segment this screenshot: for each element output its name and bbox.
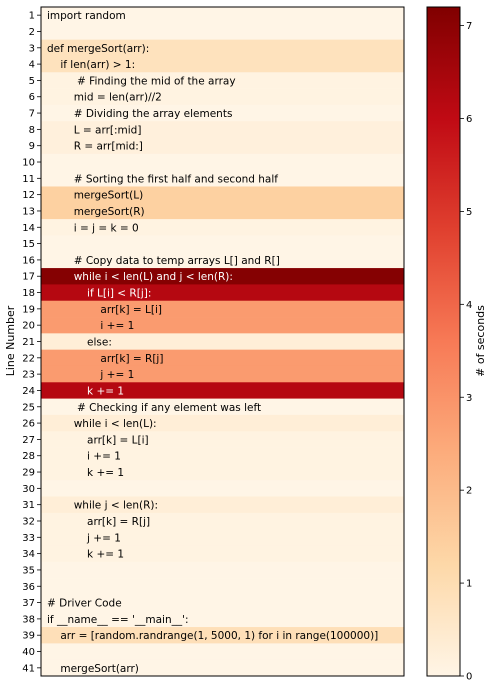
y-tick-label: 39 bbox=[22, 630, 35, 642]
heatmap-row bbox=[41, 235, 404, 252]
y-tick-label: 36 bbox=[22, 581, 35, 593]
y-tick-label: 20 bbox=[22, 320, 35, 332]
y-tick-label: 19 bbox=[22, 304, 35, 316]
y-tick-label: 21 bbox=[22, 337, 35, 348]
colorbar-tick-label: 6 bbox=[466, 114, 473, 125]
y-tick-label: 1 bbox=[28, 10, 35, 22]
code-line-text: mergeSort(arr) bbox=[47, 662, 139, 675]
y-tick-label: 35 bbox=[22, 565, 35, 577]
code-line-text: if len(arr) > 1: bbox=[47, 59, 136, 72]
colorbar-tick-label: 5 bbox=[466, 206, 473, 218]
code-line-text: else: bbox=[47, 336, 112, 349]
code-line-text: mergeSort(L) bbox=[47, 189, 144, 202]
heatmap-row bbox=[41, 23, 404, 40]
heatmap-row bbox=[41, 578, 404, 595]
code-line-text: import random bbox=[47, 10, 126, 23]
y-tick-label: 28 bbox=[22, 451, 35, 463]
y-tick-label: 10 bbox=[22, 157, 35, 169]
y-tick-label: 7 bbox=[28, 108, 35, 120]
y-tick-label: 38 bbox=[22, 614, 35, 626]
y-tick-label: 24 bbox=[22, 385, 35, 397]
code-line-text: mid = len(arr)//2 bbox=[47, 91, 162, 104]
code-line-text: arr[k] = L[i] bbox=[47, 303, 162, 316]
code-line-text: k += 1 bbox=[47, 467, 125, 480]
y-tick-label: 30 bbox=[22, 483, 35, 495]
y-tick-label: 22 bbox=[22, 353, 35, 365]
heatmap-rows bbox=[41, 7, 404, 676]
code-line-text: L = arr[:mid] bbox=[47, 124, 142, 137]
colorbar-tick-label: 1 bbox=[466, 578, 473, 590]
y-tick-label: 40 bbox=[22, 647, 35, 659]
colorbar-tick-label: 0 bbox=[466, 671, 473, 683]
code-line-text: i += 1 bbox=[47, 450, 121, 463]
code-line-text: arr = [random.randrange(1, 5000, 1) for i in range(100000)] bbox=[47, 630, 379, 643]
code-line-text: j += 1 bbox=[47, 532, 121, 545]
colorbar-ticks bbox=[460, 21, 472, 682]
y-tick-label: 5 bbox=[28, 75, 35, 87]
code-line-text: mergeSort(R) bbox=[47, 205, 145, 218]
code-line-text: # Sorting the first half and second half bbox=[47, 173, 278, 186]
code-line-text: if L[i] < R[j]: bbox=[47, 287, 152, 300]
code-line-text: # Dividing the array elements bbox=[47, 108, 233, 121]
y-tick-label: 17 bbox=[22, 271, 35, 283]
colorbar-tick-label: 3 bbox=[466, 392, 473, 404]
y-tick-label: 26 bbox=[22, 418, 35, 430]
code-line-text: R = arr[mid:] bbox=[47, 140, 143, 153]
y-tick-label: 29 bbox=[22, 467, 35, 479]
y-tick-label: 18 bbox=[22, 288, 35, 300]
code-line-text: # Checking if any element was left bbox=[47, 401, 262, 414]
y-tick-label: 13 bbox=[22, 206, 35, 218]
code-line-text: j += 1 bbox=[47, 369, 135, 382]
code-line-text: # Finding the mid of the array bbox=[47, 75, 236, 88]
code-line-text: i += 1 bbox=[47, 320, 135, 333]
y-tick-label: 16 bbox=[22, 255, 35, 267]
code-line-text: while i < len(L) and j < len(R): bbox=[47, 271, 233, 284]
y-tick-label: 23 bbox=[22, 369, 35, 381]
y-tick-label: 8 bbox=[28, 124, 35, 136]
y-tick-label: 34 bbox=[22, 549, 35, 561]
code-line-text: # Copy data to temp arrays L[] and R[] bbox=[47, 254, 280, 267]
code-line-text: k += 1 bbox=[47, 385, 125, 398]
heatmap-row bbox=[41, 643, 404, 660]
heatmap-row bbox=[41, 562, 404, 579]
heatmap-row bbox=[41, 154, 404, 171]
y-tick-label: 33 bbox=[22, 532, 35, 544]
y-tick-label: 14 bbox=[22, 222, 35, 234]
code-line-text: def mergeSort(arr): bbox=[47, 42, 150, 55]
y-tick-label: 31 bbox=[22, 500, 35, 512]
code-line-text: k += 1 bbox=[47, 548, 125, 561]
y-tick-label: 15 bbox=[22, 239, 35, 251]
code-line-text: if __name__ == '__main__': bbox=[47, 613, 189, 626]
code-line-text: arr[k] = R[j] bbox=[47, 515, 151, 528]
heatmap-row bbox=[41, 480, 404, 497]
colorbar-label: # of seconds bbox=[474, 305, 487, 377]
y-tick-label: 27 bbox=[22, 434, 35, 446]
colorbar-tick-label: 2 bbox=[466, 485, 473, 497]
code-line-text: arr[k] = L[i] bbox=[47, 434, 149, 447]
code-line-text: while j < len(R): bbox=[47, 499, 159, 512]
code-line-text: i = j = k = 0 bbox=[47, 222, 139, 235]
y-tick-label: 32 bbox=[22, 516, 35, 528]
colorbar bbox=[427, 7, 460, 676]
code-line-text: while i < len(L): bbox=[47, 418, 157, 431]
y-tick-label: 9 bbox=[28, 141, 35, 153]
colorbar-tick-label: 7 bbox=[466, 21, 473, 33]
y-tick-label: 12 bbox=[22, 190, 35, 202]
y-tick-label: 4 bbox=[28, 59, 35, 71]
y-tick-label: 2 bbox=[28, 26, 35, 38]
y-tick-label: 41 bbox=[22, 663, 35, 675]
code-line-text: # Driver Code bbox=[47, 597, 122, 610]
colorbar-tick-label: 4 bbox=[466, 299, 473, 311]
y-tick-label: 37 bbox=[22, 598, 35, 610]
y-tick-label: 6 bbox=[28, 92, 35, 104]
line-number-ticks bbox=[22, 11, 41, 675]
y-tick-label: 3 bbox=[28, 43, 35, 55]
y-axis-label: Line Number bbox=[4, 305, 17, 377]
y-tick-label: 25 bbox=[22, 402, 35, 414]
y-tick-label: 11 bbox=[22, 173, 35, 185]
code-line-text: arr[k] = R[j] bbox=[47, 352, 164, 365]
